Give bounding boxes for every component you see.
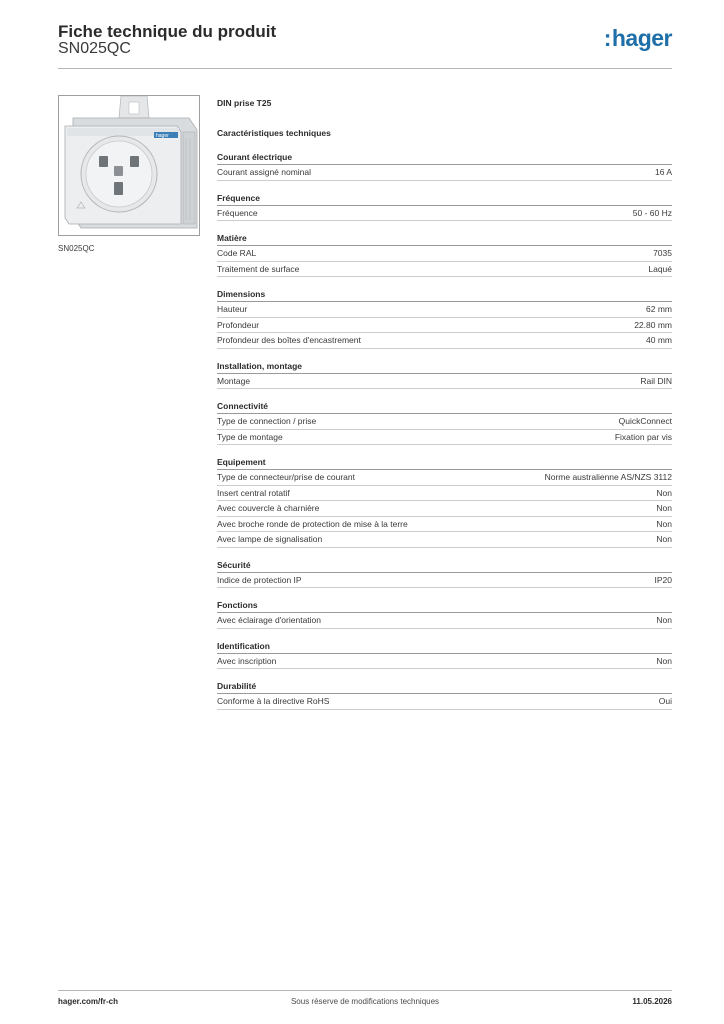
product-reference: SN025QC xyxy=(58,40,131,57)
spec-row xyxy=(217,532,672,548)
spec-label: Conforme à la directive RoHS xyxy=(217,696,330,706)
section-title: Matière xyxy=(217,231,672,246)
spec-label: Traitement de surface xyxy=(217,263,300,274)
spec-section xyxy=(217,598,672,629)
footer-disclaimer: Sous réserve de modifications techniques xyxy=(290,997,440,1006)
document-title: Fiche technique du produit xyxy=(58,22,277,41)
svg-text:hager: hager xyxy=(156,133,169,139)
spec-label: Avec inscription xyxy=(217,655,277,666)
hager-logo: :hager xyxy=(603,25,672,51)
spec-row xyxy=(217,486,672,502)
section-title: Installation, montage xyxy=(217,359,672,374)
spec-value: Non xyxy=(656,655,672,666)
spec-row xyxy=(217,430,672,446)
spec-label: Type de connection / prise xyxy=(217,416,317,426)
spec-value: 62 mm xyxy=(646,304,672,314)
spec-value: 16 A xyxy=(654,167,672,177)
spec-row xyxy=(217,302,672,318)
spec-sections xyxy=(217,150,672,710)
page-header xyxy=(58,20,672,68)
section-title: Fréquence xyxy=(217,191,672,206)
spec-row xyxy=(217,246,672,262)
spec-row xyxy=(217,333,672,349)
product-image xyxy=(58,95,200,236)
spec-value: 50 - 60 Hz xyxy=(632,207,672,218)
section-title: Identification xyxy=(217,639,672,654)
spec-value: 40 mm xyxy=(646,335,672,345)
spec-value: Non xyxy=(656,487,672,498)
spec-label: Avec lampe de signalisation xyxy=(217,534,323,544)
image-caption: SN025QC xyxy=(58,244,95,253)
spec-value: 7035 xyxy=(653,248,672,258)
header-divider xyxy=(58,68,672,69)
spec-section xyxy=(217,455,672,548)
spec-value: Non xyxy=(656,518,672,529)
spec-label: Avec couvercle à charnière xyxy=(217,503,320,513)
section-title: Fonctions xyxy=(217,598,672,613)
spec-section xyxy=(217,231,672,277)
footer-divider xyxy=(58,990,672,991)
spec-value: QuickConnect xyxy=(618,416,672,426)
spec-value: Non xyxy=(656,534,672,544)
section-title: Sécurité xyxy=(217,558,672,573)
spec-section xyxy=(217,679,672,710)
footer-website[interactable]: hager.com/fr-ch xyxy=(58,997,119,1006)
spec-row xyxy=(217,654,672,670)
spec-value: Laqué xyxy=(648,263,672,274)
section-title: Equipement xyxy=(217,455,672,470)
spec-row xyxy=(217,694,672,710)
section-title: Dimensions xyxy=(217,287,672,302)
spec-row xyxy=(217,165,672,181)
spec-section xyxy=(217,359,672,390)
spec-value: Oui xyxy=(658,696,672,706)
spec-label: Indice de protection IP xyxy=(217,574,302,585)
spec-label: Type de montage xyxy=(217,431,283,442)
spec-row xyxy=(217,573,672,589)
spec-label: Type de connecteur/prise de courant xyxy=(217,472,355,482)
spec-section xyxy=(217,399,672,445)
spec-label: Fréquence xyxy=(217,207,258,218)
section-title: Durabilité xyxy=(217,679,672,694)
spec-label: Profondeur des boîtes d'encastrement xyxy=(217,335,361,345)
spec-row xyxy=(217,470,672,486)
footer-date: 11.05.2026 xyxy=(632,997,672,1006)
spec-value: 22.80 mm xyxy=(634,319,672,330)
spec-section xyxy=(217,558,672,589)
spec-value: Rail DIN xyxy=(640,375,672,386)
spec-label: Hauteur xyxy=(217,304,248,314)
spec-section xyxy=(217,287,672,349)
spec-value: IP20 xyxy=(654,574,672,585)
technical-specifications xyxy=(217,96,672,710)
spec-row xyxy=(217,206,672,222)
spec-section xyxy=(217,150,672,181)
product-name: DIN prise T25 xyxy=(217,98,272,108)
spec-label: Insert central rotatif xyxy=(217,487,290,498)
spec-section xyxy=(217,639,672,670)
spec-value: Norme australienne AS/NZS 3112 xyxy=(544,472,672,482)
socket-illustration xyxy=(59,96,199,235)
spec-label: Profondeur xyxy=(217,319,260,330)
spec-row xyxy=(217,501,672,517)
spec-label: Montage xyxy=(217,375,251,386)
spec-label: Avec broche ronde de protection de mise à la terre xyxy=(217,518,408,529)
spec-row xyxy=(217,517,672,533)
characteristics-heading: Caractéristiques techniques xyxy=(217,128,331,138)
spec-value: Fixation par vis xyxy=(614,431,672,442)
spec-label: Courant assigné nominal xyxy=(217,167,312,177)
section-title: Courant électrique xyxy=(217,150,672,165)
spec-row xyxy=(217,613,672,629)
spec-label: Code RAL xyxy=(217,248,257,258)
spec-row xyxy=(217,374,672,390)
spec-row xyxy=(217,262,672,278)
spec-row xyxy=(217,414,672,430)
spec-section xyxy=(217,191,672,222)
spec-value: Non xyxy=(656,615,672,625)
spec-label: Avec éclairage d'orientation xyxy=(217,615,322,625)
section-title: Connectivité xyxy=(217,399,672,414)
spec-row xyxy=(217,318,672,334)
spec-value: Non xyxy=(656,503,672,513)
